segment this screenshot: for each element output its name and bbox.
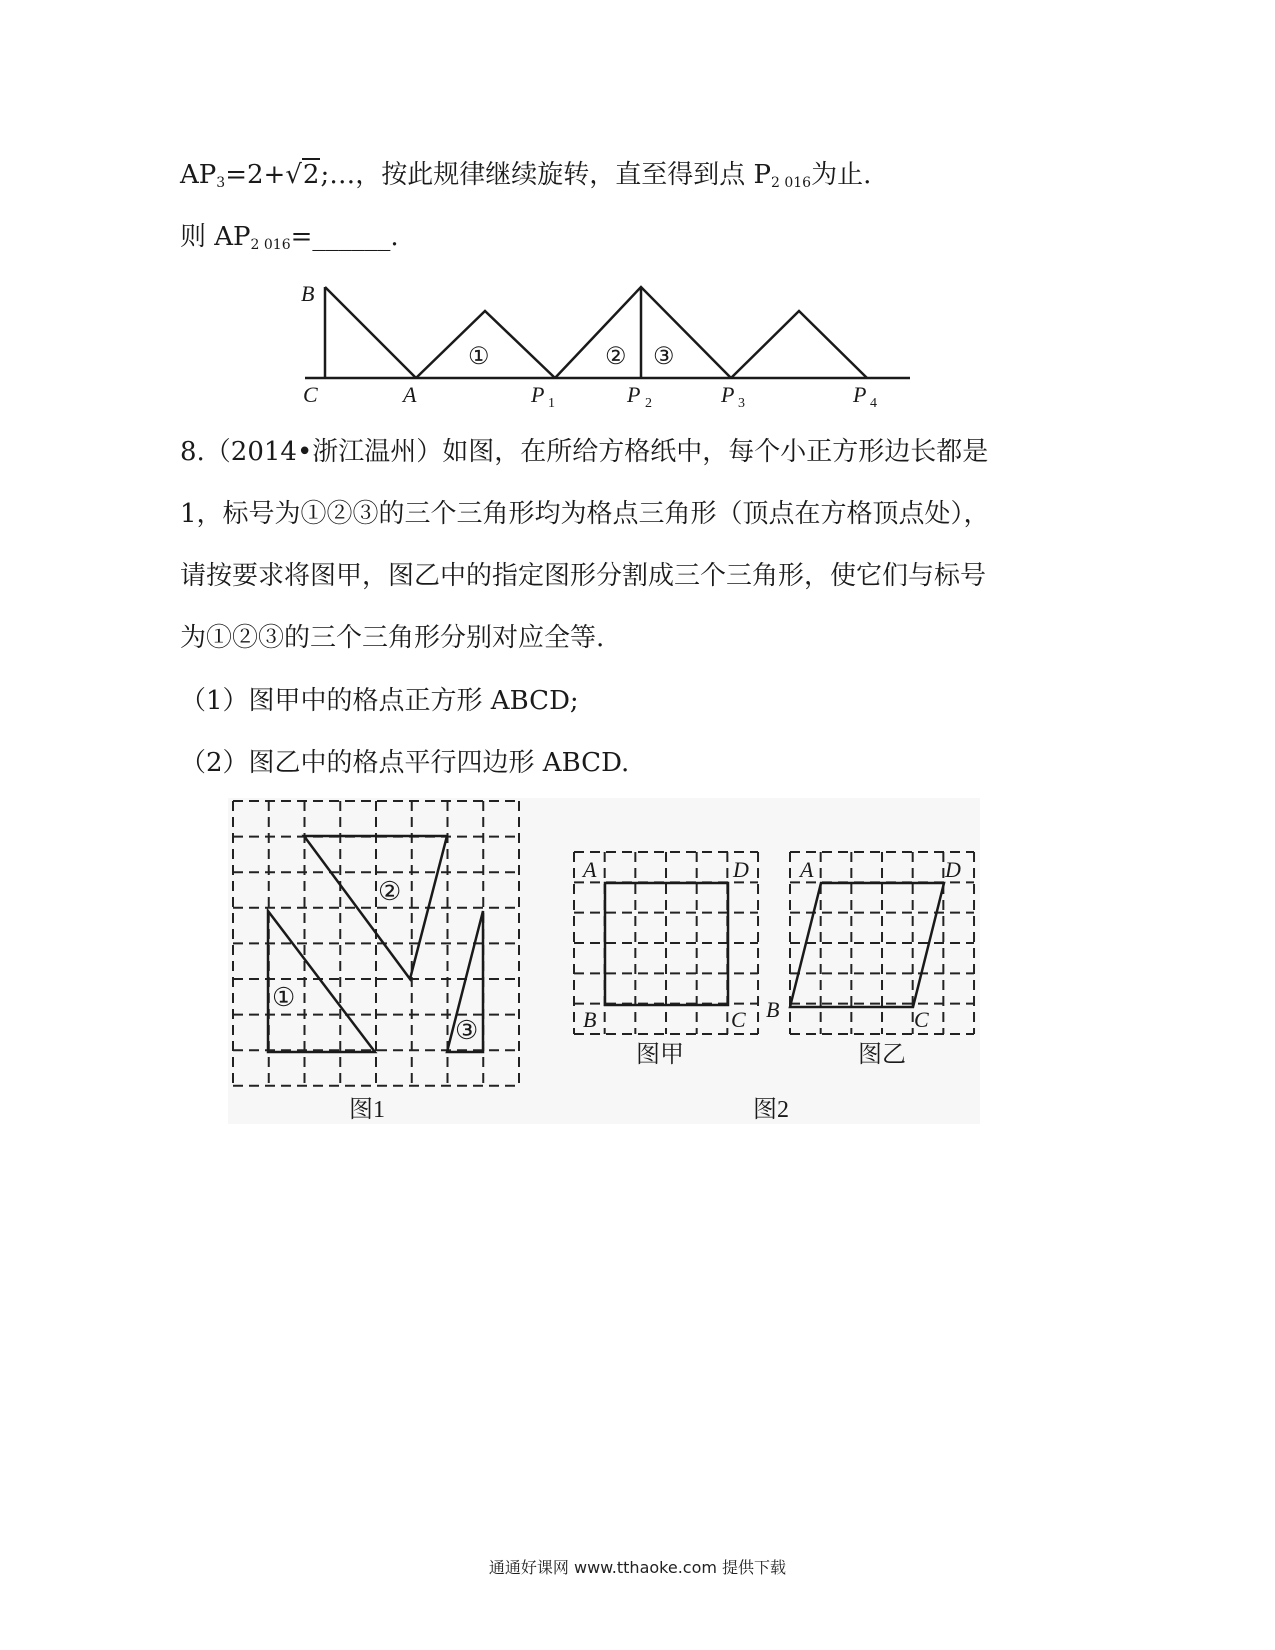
- label-C: C: [303, 382, 318, 407]
- label-P4: P: [853, 382, 867, 407]
- text-line-1: $AP_3=2+√2;\dots$，按此规律继续旋转，直至得到点 $P_{2 016}$为止.: [180, 160, 872, 191]
- label-P1-sub: 1: [548, 396, 555, 411]
- yi-label-C: C: [914, 1007, 929, 1032]
- yi-label-B: B: [766, 997, 780, 1022]
- jia-label-A: A: [583, 857, 597, 882]
- jia-label-D: D: [733, 857, 749, 882]
- label-P2: P: [627, 382, 641, 407]
- caption-yi: 图乙: [858, 1042, 906, 1068]
- yi-label-D: D: [945, 857, 961, 882]
- grid-circled-2: ②: [378, 877, 402, 906]
- jia-label-B: B: [583, 1007, 597, 1032]
- yi-label-A: A: [800, 857, 814, 882]
- text-line-2: 则 $AP_{2 016}=\_\_\_\_\_\_$.: [180, 222, 399, 253]
- rotation-figure: [290, 276, 920, 411]
- question-8-part-1: （1）图甲中的格点正方形 ABCD;: [180, 686, 579, 716]
- circled-3: ③: [653, 344, 675, 370]
- label-P1: P: [531, 382, 545, 407]
- grid-circled-1: ①: [272, 983, 296, 1012]
- circled-2: ②: [605, 344, 627, 370]
- sqrt-symbol: √2: [285, 160, 320, 190]
- grid-figures: [225, 795, 985, 1130]
- grid-circled-3: ③: [455, 1016, 479, 1045]
- caption-jia: 图甲: [636, 1042, 684, 1068]
- label-P2-sub: 2: [645, 396, 652, 411]
- label-B: B: [301, 281, 315, 306]
- circled-1: ①: [468, 344, 490, 370]
- label-P3-sub: 3: [738, 396, 745, 411]
- question-8-line-3: 请按要求将图甲，图乙中的指定图形分割成三个三角形，使它们与标号: [180, 561, 987, 591]
- question-8-line-2: 1，标号为①②③的三个三角形均为格点三角形（顶点在方格顶点处），: [180, 499, 990, 529]
- page-footer: 通通好课网 www.tthaoke.com 提供下载: [488, 1558, 787, 1577]
- question-8-line-4: 为①②③的三个三角形分别对应全等.: [180, 623, 605, 653]
- caption-fig2: 图2: [753, 1097, 789, 1123]
- label-P4-sub: 4: [870, 396, 877, 411]
- jia-label-C: C: [731, 1007, 746, 1032]
- question-8-part-2: （2）图乙中的格点平行四边形 ABCD.: [180, 748, 630, 778]
- label-A: A: [403, 382, 417, 407]
- question-8-line-1: 8.（2014•浙江温州）如图，在所给方格纸中，每个小正方形边长都是: [180, 437, 989, 467]
- caption-fig1: 图1: [349, 1097, 385, 1123]
- label-P3: P: [721, 382, 735, 407]
